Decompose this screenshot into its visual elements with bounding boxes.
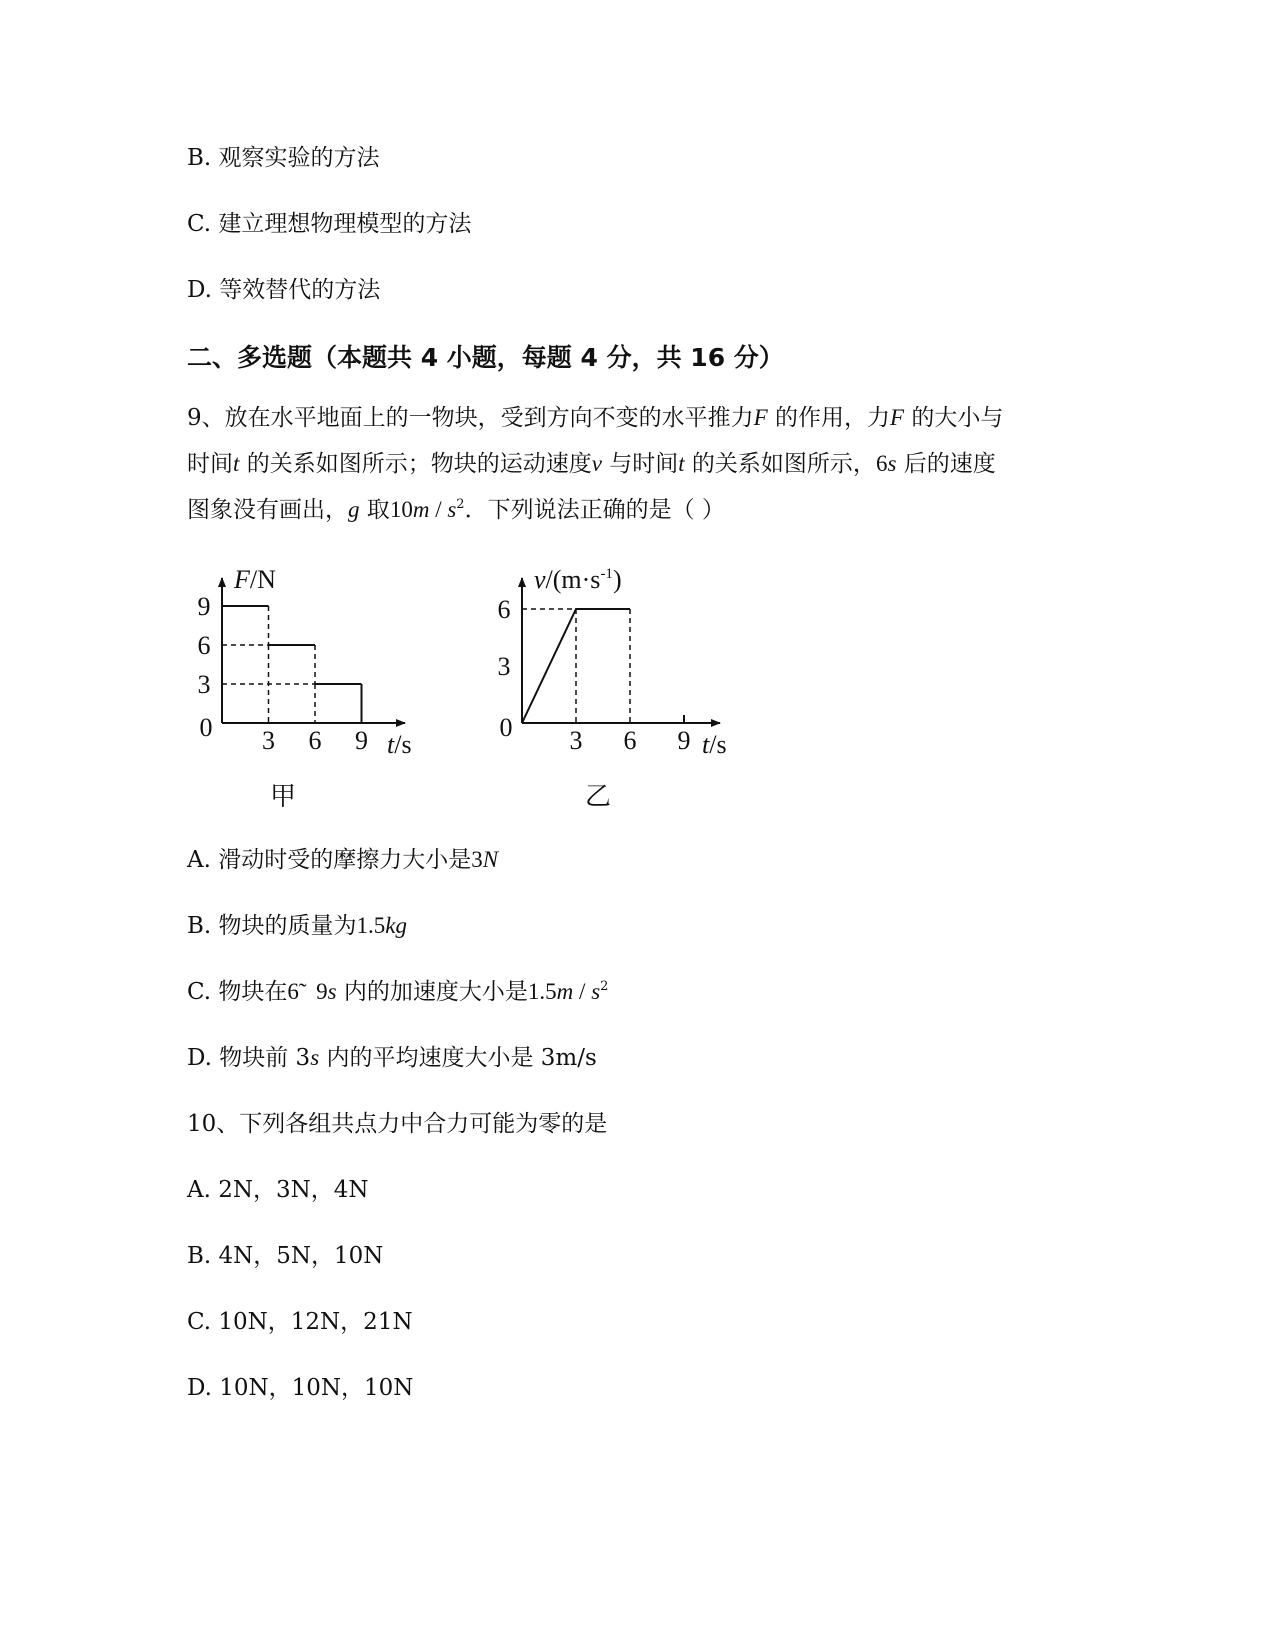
- y-tick-label: 9: [197, 592, 211, 621]
- chart-force-time: [198, 565, 412, 811]
- option-sup: 2: [600, 979, 609, 994]
- option-unit: s: [310, 1045, 320, 1070]
- q9-option-d: [187, 1042, 597, 1074]
- q9-var: F: [890, 405, 905, 430]
- q10-stem: 10、下列各组共点力中合力可能为零的是: [187, 1111, 608, 1137]
- q9-figures: [0, 565, 1275, 855]
- q9-text: 的大小与: [904, 405, 1004, 431]
- q9-text: 的关系如图所示；物块的运动速度: [239, 451, 592, 477]
- q9-text: 后的速度: [896, 451, 996, 477]
- x-tick-label: 9: [355, 726, 368, 755]
- q9-var: s: [447, 497, 457, 522]
- option-num: 9: [316, 979, 328, 1004]
- q9-var: F: [753, 405, 768, 430]
- q9-stem-line1: [187, 402, 1003, 434]
- y-tick-label: 6: [197, 631, 211, 660]
- x-tick-label: 9: [677, 726, 691, 755]
- q9-num: 10: [389, 497, 413, 522]
- option-num: 1.5: [356, 913, 386, 938]
- q9-var: g: [348, 497, 360, 522]
- option-text: C. 物块在: [187, 979, 288, 1005]
- q9-var: t: [678, 451, 685, 476]
- option-unit: s: [591, 979, 601, 1004]
- option-num: 3: [471, 847, 483, 872]
- option-text: B. 物块的质量为: [187, 913, 357, 939]
- q9-stem-line2: [187, 448, 996, 480]
- q10-option-b: B. 4N，5N，10N: [187, 1243, 384, 1269]
- q9-text: 与时间: [601, 451, 679, 477]
- option-text: D. 物块前 3: [187, 1045, 311, 1071]
- q9-num: 6: [875, 451, 888, 476]
- y-tick-label: 3: [497, 652, 511, 681]
- q9-option-a: [187, 844, 498, 876]
- prev-option-d: D. 等效替代的方法: [187, 277, 381, 303]
- figure-caption: 甲: [269, 782, 297, 811]
- q9-text: ．下列说法正确的是（ ）: [464, 497, 725, 523]
- q9-text: 取: [359, 497, 390, 523]
- x-tick-label: 6: [308, 726, 322, 755]
- q9-text: 图象没有画出，: [187, 497, 348, 523]
- q9-option-c: [187, 976, 608, 1008]
- q10-option-a: A. 2N，3N，4N: [187, 1177, 369, 1203]
- prev-option-b: B. 观察实验的方法: [187, 145, 380, 171]
- prev-option-c: C. 建立理想物理模型的方法: [187, 211, 472, 237]
- q9-text: 的作用，力: [767, 405, 891, 431]
- q9-var: t: [233, 451, 240, 476]
- q9-stem-line3: [187, 494, 725, 526]
- q9-option-b: [187, 910, 407, 942]
- origin-label: 0: [199, 713, 213, 742]
- x-axis-label: t/s: [702, 730, 727, 759]
- section-heading: 二、多选题（本题共 4 小题，每题 4 分，共 16 分）: [187, 343, 784, 372]
- option-text: 内的平均速度大小是 3m/s: [319, 1045, 597, 1071]
- y-axis-label: F/N: [234, 565, 276, 594]
- figure-caption: 乙: [584, 782, 612, 811]
- q9-figures-svg: [0, 565, 1275, 855]
- option-text: 内的加速度大小是: [336, 979, 528, 1005]
- option-unit: kg: [385, 913, 407, 938]
- q9-var: v: [591, 451, 602, 476]
- q9-unit-slash: /: [429, 497, 448, 522]
- x-tick-label: 3: [569, 726, 583, 755]
- option-num: 1.5: [527, 979, 557, 1004]
- option-slash: /: [573, 979, 592, 1004]
- x-tick-label: 3: [262, 726, 275, 755]
- option-unit: m: [556, 979, 574, 1004]
- option-space: [299, 979, 316, 1004]
- q9-sup: 2: [456, 497, 465, 512]
- x-tick-label: 6: [623, 726, 637, 755]
- q9-var: s: [887, 451, 897, 476]
- q9-text: 时间: [187, 451, 233, 477]
- q9-text: 的关系如图所示，: [684, 451, 876, 477]
- option-text: A. 滑动时受的摩擦力大小是: [187, 847, 472, 873]
- x-axis-label: t/s: [387, 730, 412, 759]
- origin-label: 0: [499, 713, 513, 742]
- option-unit: N: [482, 847, 499, 872]
- chart-velocity-time: [498, 565, 727, 811]
- option-unit: s: [327, 979, 337, 1004]
- option-range: 6̃: [287, 979, 299, 1004]
- q9-text: 9、放在水平地面上的一物块，受到方向不变的水平推力: [187, 405, 754, 431]
- y-axis-label: $v/(m\cdot s^{-1})$: [534, 565, 622, 594]
- q9-var: m: [412, 497, 430, 522]
- y-tick-label: 6: [497, 595, 511, 624]
- q10-option-c: C. 10N，12N，21N: [187, 1309, 413, 1335]
- q10-option-d: D. 10N，10N，10N: [187, 1375, 414, 1401]
- y-tick-label: 3: [197, 670, 211, 699]
